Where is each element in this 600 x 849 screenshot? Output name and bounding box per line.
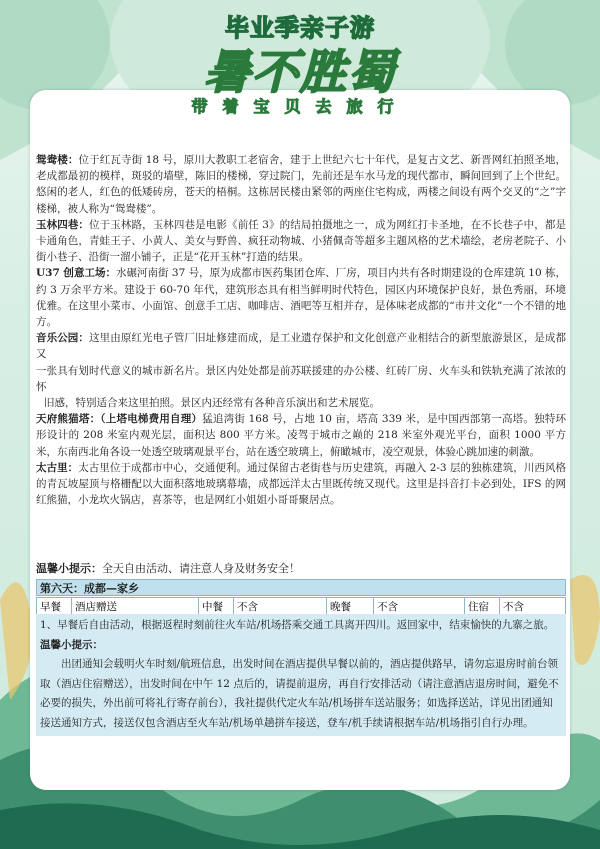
- attraction-item: [36, 460, 566, 509]
- attraction-name: 天府熊猫塔：: [36, 413, 101, 426]
- header-subtitle: 毕业季亲子游: [225, 14, 375, 42]
- attraction-text: 位于红瓦寺街 18 号，原川大教职工老宿舍，建于上世纪六七十年代，是复古文艺、新晋网红拍照圣地，老成都最初的模样，斑驳的墙壁，陈旧的楼梯，穿过院门，先前还是车水马龙的现代都市，瞬间回到了上个世纪。悠闲的老人，红色的低矮砖房，苍天的梧桐。这栋居民楼由紧邻的两座住宅构成，两楼之间设有两个交叉的“之”字楼梯，被人称为“鸳鸯楼”。: [36, 154, 567, 215]
- attraction-text-continued: 一张具有划时代意义的城市新名片。景区内处处都是前苏联援建的办公楼、红砖厂房、火车头和铁轨充满了浓浓的怀: [36, 364, 566, 393]
- day6-description: [36, 614, 566, 736]
- attraction-item: [36, 411, 566, 460]
- header-title: 暑不胜蜀: [204, 45, 396, 99]
- lunch-value: 不含: [234, 598, 327, 615]
- dinner-value: 不含: [374, 598, 465, 615]
- poster-header: [0, 0, 600, 120]
- attraction-text-continued: 旧感，特别适合来这里拍照。景区内还经常有各种音乐演出和艺术展览。: [44, 397, 380, 410]
- attraction-item: [36, 330, 566, 362]
- hotel-label: 住宿: [465, 598, 500, 615]
- safety-tip: [36, 560, 300, 576]
- attraction-name: 太古里：: [36, 461, 79, 474]
- attraction-name: U37 创意工场：: [36, 267, 116, 280]
- breakfast-label: 早餐: [37, 598, 72, 615]
- attraction-item: [36, 152, 566, 217]
- attraction-item: [36, 265, 566, 330]
- tip-label: 温馨小提示：: [36, 562, 102, 575]
- attraction-item: [36, 217, 566, 266]
- dinner-label: 晚餐: [327, 598, 374, 615]
- hotel-value: 不含: [500, 598, 566, 615]
- breakfast-value: 酒店赠送: [72, 598, 199, 615]
- attraction-text: 太古里位于成都市中心，交通便利。通过保留古老街巷与历史建筑，再融入 2-3 层的独栋建筑，川西风格的青瓦坡屋顶与格栅配以大面积落地玻璃幕墙，成都远洋太古里既传统又现代。这里是抖音打卡必到处，IFS 的网红熊猫，小龙坎火锅店，喜茶等，也是网红小姐姐小哥哥聚居点。: [36, 461, 566, 507]
- attraction-name: 鸳鸯楼：: [36, 154, 79, 166]
- table-row: [37, 598, 566, 615]
- attraction-name: 音乐公园：: [36, 332, 90, 345]
- tip-label: 温馨小提示：: [40, 638, 103, 651]
- attraction-note: （上塔电梯费用自理）: [100, 413, 203, 426]
- attraction-name: 玉林四巷：: [36, 218, 90, 231]
- tip-text: 出团通知会载明火车时刻/航班信息，出发时间在酒店提供早餐以前的，酒店提供路早，请勿忘退房时前台领取（酒店住宿赠送），出发时间在中午 12 点后的，请提前退房，再自行安排活动（请注意酒店退房时间，避免不必要的损失，外出前可将礼行寄存前台），我社提供代定火车站/机场拼车送站服务；如选择送站，详见出团通知接送通知方式，接送仅包含酒店至火车站/机场单趟拼车接送，登车/机手续请根据车站/机场指引自行办理。: [40, 658, 559, 729]
- attraction-text: 水碾河南街 37 号，原为成都市医药集团仓库、厂房，项目内共有各时期建设的仓库建筑 10 栋，约 3 万余平方米。建设于 60-70 年代，建筑形态具有相当鲜明时代特色，园区内环境保护良好，景色秀丽，环境优雅。在这里小菜市、小面馆、创意手工店、咖啡店、酒吧等互相并存，是体味老成都的“市井文化”一个不错的地方。: [36, 267, 566, 329]
- header-tagline: 带着宝贝去旅行: [191, 97, 409, 116]
- attraction-text: 这里由原红光电子管厂旧址修建而成，是工业遗存保护和文化创意产业相结合的新型旅游景区，是成都又: [36, 332, 567, 361]
- attraction-text: 猛追湾街 168 号，占地 10 亩，塔高 339 米，是中国西部第一高塔。独特环形设计的 208 米室内观光层，面积达 800 平方米。凌驾于城市之巅的 218 米室外观光平台，面积 1000 平方米，东南西北角各设一处透空玻璃观景平台，站在透空玻璃上，俯瞰城市，凌空观景，体验心跳加速的刺激。: [36, 413, 567, 458]
- attractions-section: [36, 152, 566, 508]
- lunch-label: 中餐: [199, 598, 234, 615]
- itinerary-text: 1、早餐后自由活动，根据返程时刻前往火车站/机场搭乘交通工具离开四川。返回家中，结束愉快的九寨之旅。: [40, 619, 555, 631]
- attraction-text: 位于玉林路，玉林四巷是电影《前任 3》的结局拍摄地之一，成为网红打卡圣地，在不长巷子中，都是卡通角色，青蛙王子、小黄人、美女与野兽、疯狂动物城、小猪佩奇等超多主题风格的艺术墙绘，老房老院子、小街小巷子、沿街一溜小铺子，正是“花开玉林”打造的结果。: [36, 218, 566, 264]
- tip-text: 全天自由活动、请注意人身及财务安全！: [102, 562, 300, 575]
- day6-title: 第六天：成都—家乡: [36, 579, 566, 596]
- meals-table: [36, 597, 566, 615]
